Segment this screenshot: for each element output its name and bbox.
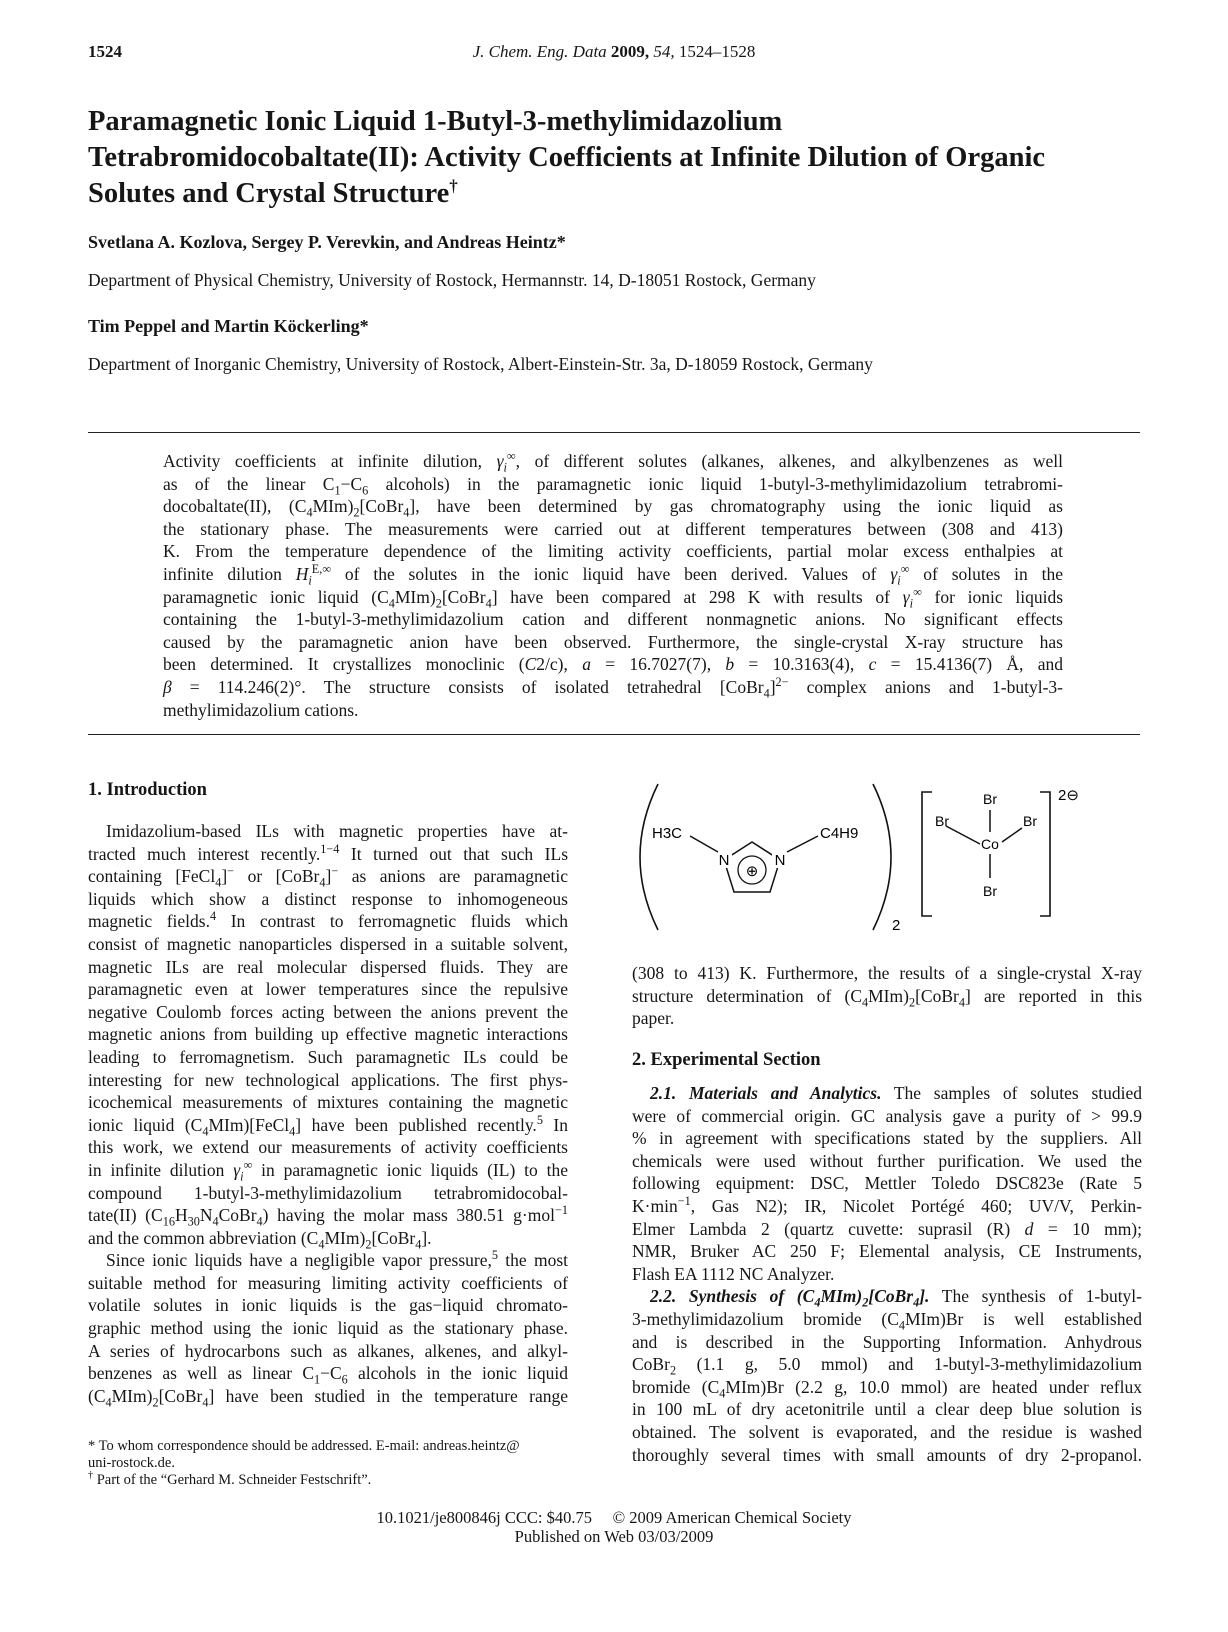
abstract-rule-top bbox=[88, 432, 1140, 433]
page-number: 1524 bbox=[88, 42, 122, 61]
section-heading-introduction: 1. Introduction bbox=[88, 780, 207, 800]
title-line-1: Paramagnetic Ionic Liquid 1-Butyl-3-methylimidazolium bbox=[88, 106, 783, 137]
abstract: Activity coefficients at infinite dilution, $\gamma_i^\infty$, of different solutes (alkanes, alkenes, and alkylbenzenes as well as of the linear $C_1-C_6$ alcohols) in the paramagnetic ionic liquid 1-butyl-3-methylimidazolium tetrabromi- docobaltate(II), $(C_4MIm)_2[CoBr_4]$, have been determined by gas chromatography using the ionic liquid as the stationary phase. The measurements were carried out at different temperatures between (308 and 413) K. From the temperature dependence of the limiting activity coefficients, partial molar excess enthalpies at infinite dilution $H_i^{E,\infty}$ of the solutes in the ionic liquid have been derived. Values of $\gamma_i^\infty$ of solutes in the paramagnetic ionic liquid $(C_4MIm)_2[CoBr_4]$ have been compared at 298 K with results of $\gamma_i^\infty$ for ionic liquids containing the 1-butyl-3-methylimidazolium cation and different nonmagnetic anions. No significant effects caused by the paramagnetic anion have been observed. Furthermore, the single-crystal X-ray structure has been determined. It crystallizes monoclinic (C2/c), a = 16.7027(7), b = 10.3163(4), c = 15.4136(7) Å, and β = 114.246(2)°. The structure consists of isolated tetrahedral [CoBr$_4$]$^{2-}$ complex anions and 1-butyl-3- methylimidazolium cations. bbox=[163, 449, 1064, 720]
right-bracket bbox=[1040, 792, 1050, 916]
footnote-correspondence: * To whom correspondence should be addressed. E-mail: andreas.heintz@ bbox=[88, 1438, 520, 1454]
bromine-top: Br bbox=[983, 791, 997, 807]
right-column-intro-continuation: (308 to 413) K. Furthermore, the results of a single-crystal X-ray structure determination of $(C_4MIm)_2[CoBr_4]$ are reported in this paper. bbox=[632, 963, 1143, 1029]
journal-citation bbox=[0, 42, 1228, 62]
subsection-2-1-title: 2.1. Materials and Analytics. bbox=[650, 1083, 882, 1103]
affiliation-1: Department of Physical Chemistry, University of Rostock, Hermannstr. 14, D-18051 Rostock, Germany bbox=[88, 270, 816, 290]
introduction-text: Imidazolium-based ILs with magnetic properties have at- tracted much interest recently.$^{1-4}$ It turned out that such ILs containing [FeCl$_4$]− or [CoBr$_4$]− as anions are paramagnetic liquids which show a distinct response to inhomogeneous magnetic fields.$^4$ In contrast to ferromagnetic fluids which consist of magnetic nanoparticles dispersed in a suitable solvent, magnetic ILs are real molecular dispersed fluids. They are paramagnetic even at lower temperatures since the repulsive negative Coulomb forces acting between the anions prevent the magnetic anions from building up effective magnetic interactions leading to ferromagnetism. Such paramagnetic ILs could be interesting for new technological applications. The first phys- icochemical measurements of mixtures containing the magnetic ionic liquid $(C_4MIm)[FeCl_4]$ have been published recently.$^5$ In this work, we extend our measurements of activity coefficients in infinite dilution $\gamma_i^\infty$ in paramagnetic ionic liquids (IL) to the compound 1-butyl-3-methylimidazolium tetrabromidocobal- tate(II) $(C_{16}H_{30}N_4CoBr_4)$ having the molar mass 380.51 g·mol$^{-1}$ and the common abbreviation $(C_4MIm)_2[CoBr_4]$. Since ionic liquids have a negligible vapor pressure,$^5$ the most suitable method for measuring limiting activity coefficients of volatile solutes in ionic liquids is the gas−liquid chromato- graphic method using the ionic liquid as the stationary phase. A series of hydrocarbons such as alkanes, alkenes, and alkyl- benzenes as well as linear $C_1-C_6$ alcohols in the ionic liquid $(C_4MIm)_2[CoBr_4]$ have been studied in the temperature range bbox=[88, 821, 569, 1410]
article-title bbox=[88, 104, 1148, 212]
doi-line: 10.1021/je800846j CCC: $40.75 bbox=[376, 1508, 592, 1527]
affiliation-2: Department of Inorganic Chemistry, University of Rostock, Albert-Einstein-Str. 3a, D-18059 Rostock, Germany bbox=[88, 354, 873, 374]
left-parenthesis bbox=[640, 784, 658, 930]
title-line-2: Tetrabromidocobaltate(II): Activity Coefficients at Infinite Dilution of Organic bbox=[88, 142, 1046, 173]
footnotes: * To whom correspondence should be addressed. E-mail: andreas.heintz@ uni-rostock.de. † Part of the “Gerhard M. Schneider Festschrift”. bbox=[88, 1438, 588, 1489]
published-date: Published on Web 03/03/2009 bbox=[514, 1527, 714, 1546]
abstract-rule-bottom bbox=[88, 734, 1140, 735]
nitrogen-right: N bbox=[774, 852, 786, 869]
author-list-2: Tim Peppel and Martin Köckerling* bbox=[88, 316, 369, 336]
bromine-right: Br bbox=[1023, 813, 1037, 829]
footnote-festschrift: † Part of the “Gerhard M. Schneider Festschrift”. bbox=[88, 1470, 372, 1488]
author-list-1: Svetlana A. Kozlova, Sergey P. Verevkin, and Andreas Heintz* bbox=[88, 232, 566, 252]
journal-year: 2009, bbox=[610, 42, 650, 61]
section-heading-experimental: 2. Experimental Section bbox=[632, 1050, 821, 1070]
right-parenthesis bbox=[873, 784, 891, 930]
experimental-text: 2.1. Materials and Analytics. The samples of solutes studied were of commercial origin. GC analysis gave a purity of > 99.9 % in agreement with specifications stated by the suppliers. All chemicals were used without further purification. We used the following equipment: DSC, Mettler Toledo DSC823e (Rate 5 $K\cdot\min^{-1}$, Gas N2); IR, Nicolet Portégé 460; UV/V, Perkin- Elmer Lambda 2 (quartz cuvette: suprasil (R) d = 10 mm); NMR, Bruker AC 250 F; Elemental analysis, CE Instruments, Flash EA 1112 NC Analyzer. 2.2. Synthesis of $(C_4MIm)_2[CoBr_4]$. The synthesis of 1-butyl- 3-methylimidazolium bromide $(C_4MIm)Br$ is well established and is described in the Supporting Information. Anhydrous CoBr$_2$ (1.1 g, 5.0 mmol) and 1-butyl-3-methylimidazolium bromide $(C_4MIm)Br$ (2.2 g, 10.0 mmol) are heated under reflux in 100 mL of dry acetonitrile until a clear deep blue solution is obtained. The solvent is evaporated, and the residue is washed thoroughly several times with small amounts of dry 2-propanol. bbox=[632, 1083, 1142, 1465]
title-dagger: † bbox=[449, 176, 458, 196]
journal-name: J. Chem. Eng. Data bbox=[472, 42, 607, 61]
title-line-3: Solutes and Crystal Structure† bbox=[88, 176, 458, 209]
copyright-line: © 2009 American Chemical Society bbox=[612, 1508, 852, 1527]
subsection-2-2-title: 2.2. Synthesis of $(C_4MIm)_2[CoBr_4]$. bbox=[650, 1286, 930, 1310]
butyl-group: C4H9 bbox=[820, 825, 859, 842]
journal-volume: 54, bbox=[653, 42, 675, 61]
cobalt-atom: Co bbox=[981, 836, 999, 852]
nitrogen-left: N bbox=[718, 852, 730, 869]
methyl-group: H3C bbox=[652, 825, 683, 842]
left-bracket bbox=[922, 792, 932, 916]
bromine-bottom: Br bbox=[983, 883, 997, 899]
page-footer bbox=[0, 1508, 1228, 1546]
bromine-left: Br bbox=[935, 813, 949, 829]
anion-charge: 2⊖ bbox=[1058, 787, 1079, 804]
journal-pages: 1524–1528 bbox=[678, 42, 756, 61]
chemical-structure-figure bbox=[630, 782, 1110, 952]
cation-stoichiometry: 2 bbox=[892, 917, 901, 934]
positive-charge: ⊕ bbox=[745, 863, 759, 880]
